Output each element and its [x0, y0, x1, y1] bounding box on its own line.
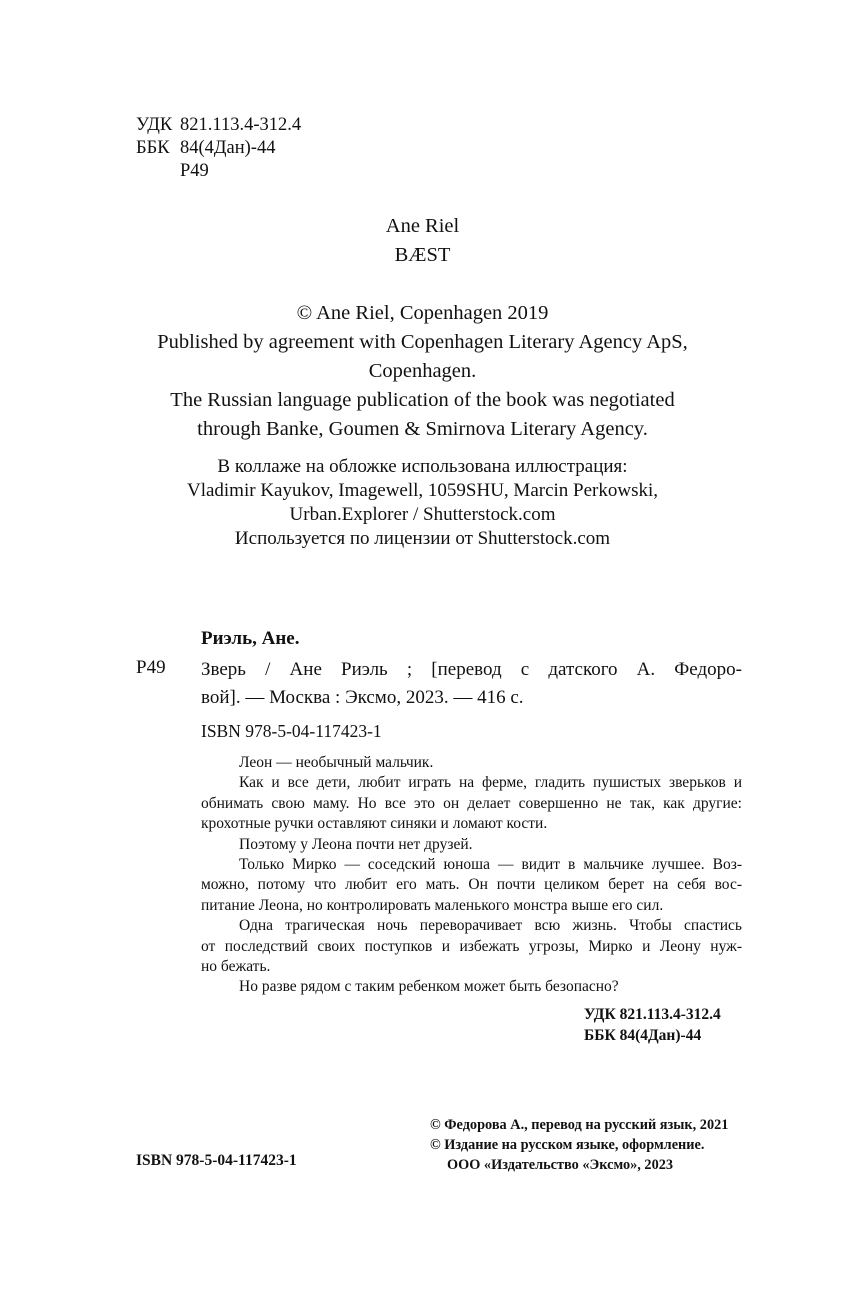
- copyright-line: through Banke, Goumen & Smirnova Literary Agency.: [197, 418, 648, 440]
- illustration-line: Vladimir Kayukov, Imagewell, 1059SHU, Marcin Perkowski,: [186, 480, 659, 501]
- udk-label: УДК: [136, 115, 173, 135]
- bbk-value: 84(4Дан)-44: [180, 138, 276, 158]
- annotation-line: обнимать свою маму. Но все это он делает совершенно не так, как другие:: [201, 794, 742, 812]
- udk-value: 821.113.4-312.4: [180, 115, 302, 135]
- footer-isbn: ISBN 978-5-04-117423-1: [136, 1152, 297, 1169]
- annotation-line: можно, потому что любит его мать. Он почти целиком берет на себя вос-: [201, 876, 742, 894]
- annotation-line: Одна трагическая ночь переворачивает всю жизнь. Чтобы спастись: [239, 917, 742, 935]
- footer-copyrights: [430, 1115, 728, 1175]
- catalog-isbn: ISBN 978-5-04-117423-1: [201, 721, 382, 741]
- annotation-line: питание Леона, но контролировать маленького монстра выше его сил.: [201, 896, 664, 914]
- bbk-row: [136, 137, 301, 160]
- index-bbk: ББК 84(4Дан)-44: [584, 1027, 702, 1044]
- illustration-line: В коллаже на обложке использована иллюстрация:: [217, 456, 628, 477]
- copyright-line: Published by agreement with Copenhagen Literary Agency ApS,: [157, 331, 688, 353]
- catalog-mark: Р49: [136, 657, 166, 678]
- annotation-line: Только Мирко — соседский юноша — видит в мальчике лучшее. Воз-: [239, 856, 742, 874]
- annotation-line: Но разве рядом с таким ребенком может быть безопасно?: [239, 978, 619, 996]
- publisher-copyright: ООО «Издательство «Эксмо», 2023: [447, 1157, 674, 1173]
- annotation-line: но бежать.: [201, 958, 271, 976]
- annotation: [201, 753, 742, 998]
- annotation-line: от последствий своих поступков и избежать угрозы, Мирко и Леону нуж-: [201, 937, 742, 955]
- annotation-line: Как и все дети, любит играть на ферме, гладить пушистых зверьков и: [239, 774, 742, 792]
- original-title: BÆST: [394, 244, 451, 266]
- catalog-title-line: вой]. — Москва : Эксмо, 2023. — 416 с.: [201, 687, 524, 708]
- catalog-title-line: Зверь / Ане Риэль ; [перевод с датского А. Федоро-: [201, 659, 742, 680]
- edition-copyright: © Издание на русском языке, оформление.: [430, 1137, 705, 1153]
- illustration-line: Urban.Explorer / Shutterstock.com: [289, 504, 556, 525]
- copyright-notice: [0, 299, 845, 444]
- translation-copyright: © Федорова А., перевод на русский язык, 2021: [430, 1117, 729, 1133]
- copyright-line: © Ane Riel, Copenhagen 2019: [296, 302, 549, 324]
- annotation-line: Поэтому у Леона почти нет друзей.: [239, 835, 473, 853]
- index-codes: [584, 1004, 721, 1046]
- udk-row: [136, 114, 301, 137]
- catalog-title-entry: [201, 656, 742, 712]
- illustration-credits: [0, 455, 845, 551]
- bbk-label: ББК: [136, 138, 170, 158]
- copyright-line: Copenhagen.: [368, 360, 477, 382]
- index-udk: УДК 821.113.4-312.4: [584, 1006, 721, 1023]
- illustration-line: Используется по лицензии от Shutterstock.com: [234, 528, 611, 549]
- classification-block: [136, 114, 301, 183]
- catalog-author-heading: Риэль, Ане.: [201, 628, 300, 649]
- annotation-line: Леон — необычный мальчик.: [239, 754, 434, 771]
- original-title-block: [0, 212, 845, 270]
- annotation-line: крохотные ручки оставляют синяки и ломают кости.: [201, 815, 548, 833]
- author-mark: Р49: [180, 161, 209, 181]
- original-author: Ane Riel: [385, 215, 460, 237]
- copyright-line: The Russian language publication of the book was negotiated: [170, 389, 675, 411]
